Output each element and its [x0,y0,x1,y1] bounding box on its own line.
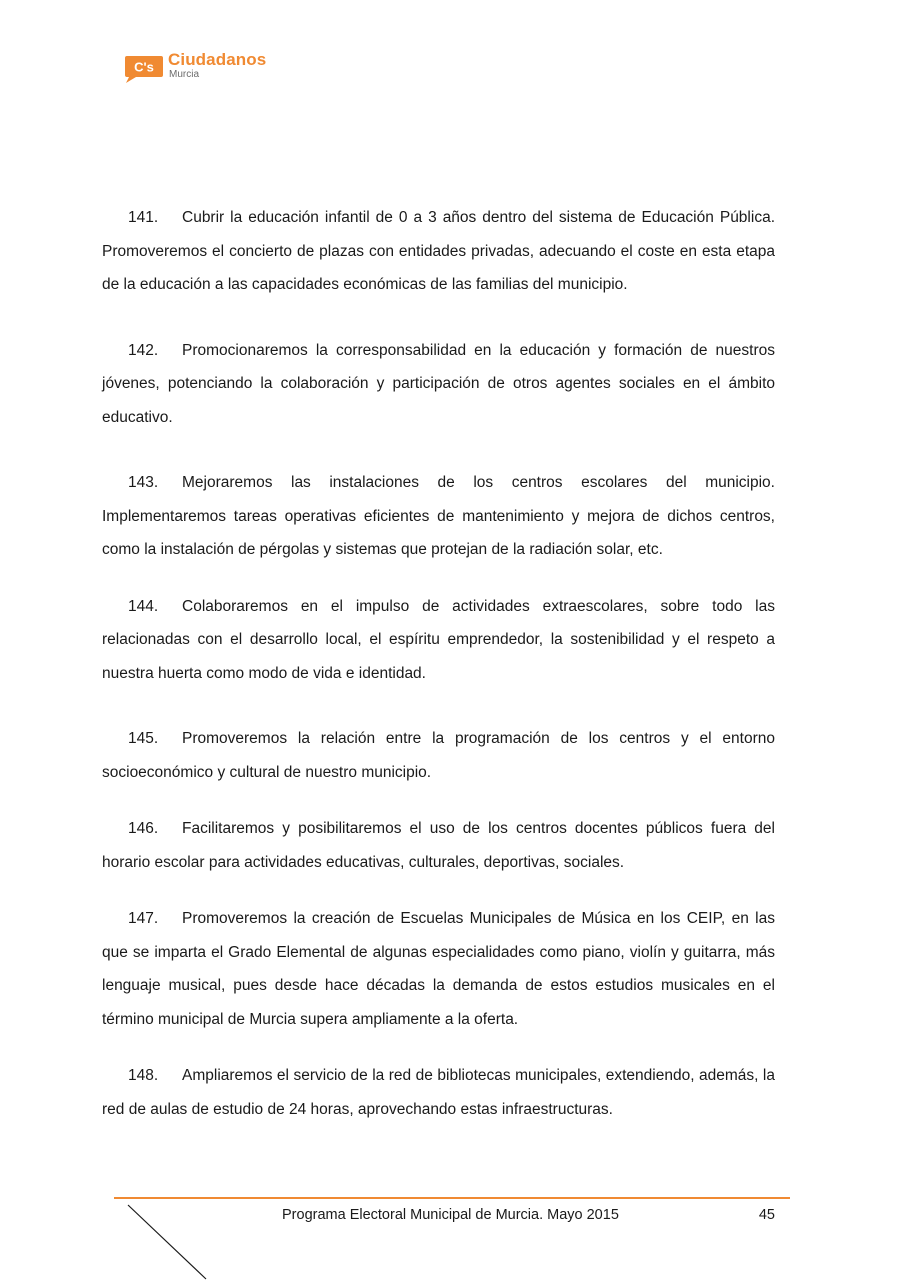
document-body [102,201,775,1126]
item-text: Promocionaremos la corresponsabilidad en la educación y formación de nuestros jóvenes, potenciando la colaboración y participación de otros agentes sociales en el ámbito educativo. [102,341,775,426]
item-number: 141. [128,209,159,226]
ciudadanos-logo [124,50,274,84]
item-text: Facilitaremos y posibilitaremos el uso de los centros docentes públicos fuera del horario escolar para actividades educativas, culturales, deportivas, sociales. [102,820,775,871]
list-item [102,466,775,567]
item-number: 142. [128,341,159,359]
logo-mark-text: C's [134,59,154,75]
item-number: 144. [128,597,159,615]
item-number: 148. [128,1067,159,1084]
item-text: Mejoraremos las instalaciones de los centros escolares del municipio. Implementaremos tareas operativas eficientes de mantenimiento y mejora de dichos centros, como la instalación de pérgolas y sistemas que protejan de la radiación solar, etc. [102,474,775,558]
item-number: 146. [128,820,159,837]
item-number: 147. [128,910,159,927]
item-number: 143. [128,474,159,491]
item-text: Promoveremos la creación de Escuelas Municipales de Música en los CEIP, en las que se imparta el Grado Elemental de algunas especialidades como piano, violín y guitarra, más lenguaje musical, pues desde hace décadas la demanda de estos estudios musicales en el término municipal de Murcia supera ampliamente a la oferta. [102,910,775,1028]
list-item [102,1059,775,1126]
item-text: Ampliaremos el servicio de la red de bibliotecas municipales, extendiendo, además, la red de aulas de estudio de 24 horas, aprovechando estas infraestructuras. [102,1067,775,1118]
list-item [102,334,775,435]
item-number: 145. [128,730,159,747]
page-number: 45 [758,1207,775,1223]
logo-speech-bubble-icon [124,55,164,83]
footer-diagonal-decoration [126,1203,208,1280]
item-text: Promoveremos la relación entre la programación de los centros y el entorno socioeconómico y cultural de nuestro municipio. [102,730,775,781]
list-item [102,902,775,1036]
item-text: Cubrir la educación infantil de 0 a 3 años dentro del sistema de Educación Pública. Promoveremos el concierto de plazas con entidades privadas, adecuando el coste en esta etapa de la educación a las capacidades económicas de las familias del municipio. [102,209,775,293]
list-item [102,722,775,789]
footer-divider [114,1197,790,1199]
logo-brand: Ciudadanos [168,50,267,69]
footer-title: Programa Electoral Municipal de Murcia. Mayo 2015 [282,1207,619,1223]
list-item [102,590,775,691]
list-item [102,201,775,302]
logo-city: Murcia [169,69,200,80]
list-item [102,812,775,879]
item-text: Colaboraremos en el impulso de actividades extraescolares, sobre todo las relacionadas con el desarrollo local, el espíritu emprendedor, la sostenibilidad y el respeto a nuestra huerta como modo de vida e identidad. [102,597,775,682]
